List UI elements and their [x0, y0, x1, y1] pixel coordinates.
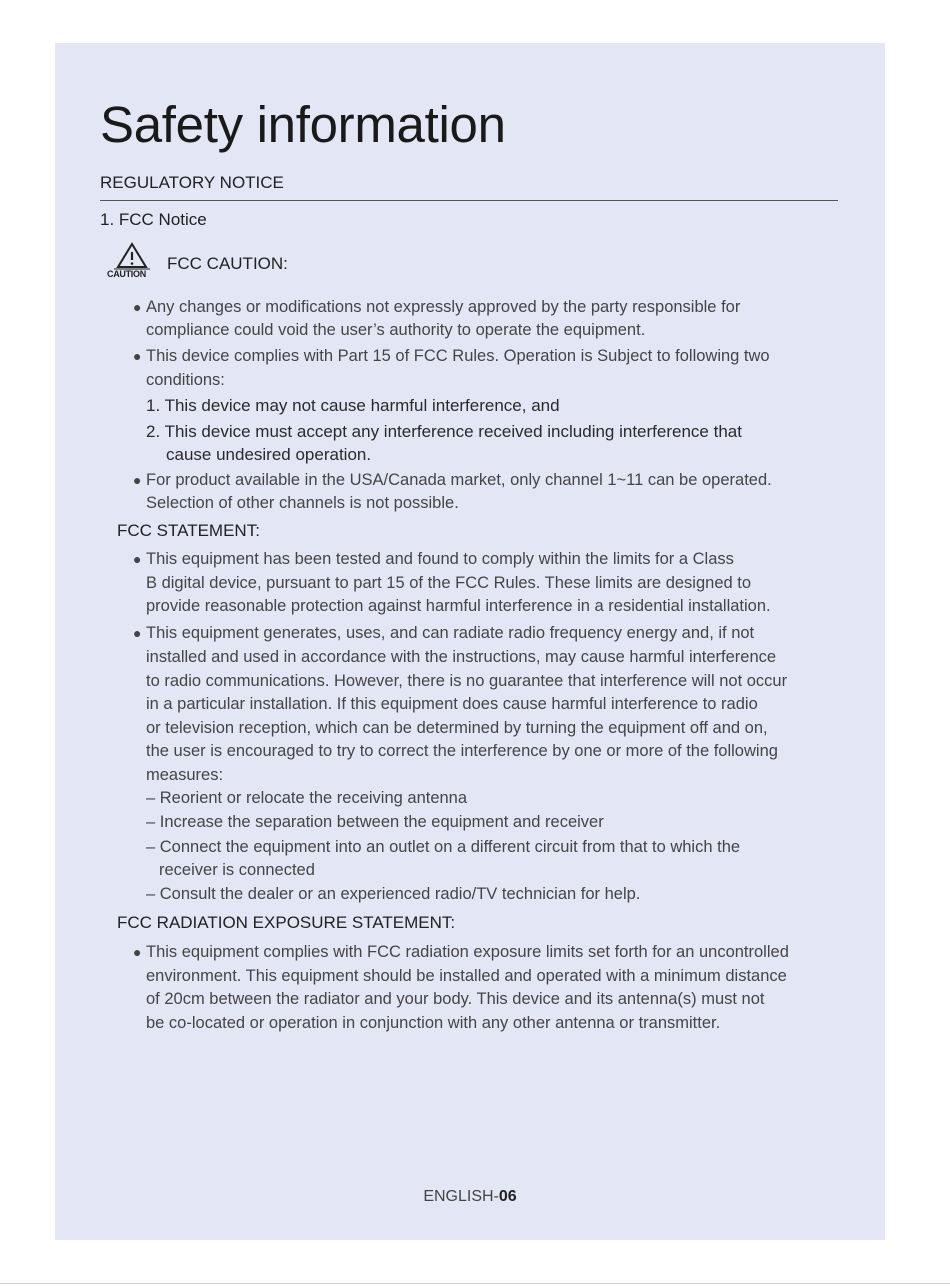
page-footer — [55, 1188, 885, 1206]
text-line: installed and used in accordance with the instructions, may cause harmful interference — [146, 648, 777, 666]
caution-title: FCC CAUTION: — [167, 254, 288, 273]
radiation-statement-heading: FCC RADIATION EXPOSURE STATEMENT: — [117, 913, 456, 932]
text-line: or television reception, which can be determined by turning the equipment off and on, — [146, 719, 768, 737]
text-line: the user is encouraged to try to correct the interference by one or more of the following — [146, 742, 778, 760]
page-number: 06 — [498, 1188, 517, 1205]
page-title: Safety information — [100, 96, 506, 153]
text-line: conditions: — [146, 371, 225, 389]
bullet-icon: ● — [133, 472, 142, 488]
text-line: This equipment generates, uses, and can radiate radio frequency energy and, if not — [146, 624, 755, 642]
text-line: compliance could void the user’s authority to operate the equipment. — [146, 321, 646, 339]
condition-line: 1. This device may not cause harmful interference, and — [146, 396, 560, 415]
measure-line: – Reorient or relocate the receiving antenna — [146, 789, 468, 807]
text-line: provide reasonable protection against harmful interference in a residential installation. — [146, 597, 771, 615]
section-heading: REGULATORY NOTICE — [100, 173, 284, 192]
text-line: Any changes or modifications not expressly approved by the party responsible for — [146, 298, 741, 316]
text-line: measures: — [146, 766, 224, 784]
bullet-icon: ● — [133, 944, 142, 960]
measure-line: receiver is connected — [159, 861, 315, 879]
text-line: This equipment has been tested and found to comply within the limits for a Class — [146, 550, 734, 568]
bottom-border — [0, 1283, 950, 1284]
bullet-icon: ● — [133, 551, 142, 567]
section-divider — [100, 200, 838, 201]
caution-icon — [107, 241, 157, 281]
condition-line: 2. This device must accept any interference received including interference that — [146, 422, 742, 441]
text-line: For product available in the USA/Canada market, only channel 1~11 can be operated. — [146, 471, 772, 489]
fcc-notice-heading: 1. FCC Notice — [100, 210, 207, 229]
caution-label: CAUTION — [107, 269, 146, 279]
bullet-icon: ● — [133, 625, 142, 641]
text-line: to radio communications. However, there is no guarantee that interference will not occur — [146, 672, 788, 690]
text-line: of 20cm between the radiator and your body. This device and its antenna(s) must not — [146, 990, 765, 1008]
text-line: This equipment complies with FCC radiation exposure limits set forth for an uncontrolled — [146, 943, 789, 961]
text-line: in a particular installation. If this equipment does cause harmful interference to radio — [146, 695, 758, 713]
bullet-icon: ● — [133, 299, 142, 315]
text-line: environment. This equipment should be installed and operated with a minimum distance — [146, 967, 787, 985]
text-line: be co-located or operation in conjunction with any other antenna or transmitter. — [146, 1014, 721, 1032]
manual-page — [55, 43, 885, 1240]
text-line: B digital device, pursuant to part 15 of the FCC Rules. These limits are designed to — [146, 574, 752, 592]
measure-line: – Increase the separation between the equipment and receiver — [146, 813, 604, 831]
measure-line: – Connect the equipment into an outlet on a different circuit from that to which the — [146, 838, 741, 856]
text-line: This device complies with Part 15 of FCC Rules. Operation is Subject to following two — [146, 347, 770, 365]
measure-line: – Consult the dealer or an experienced radio/TV technician for help. — [146, 885, 641, 903]
footer-language: ENGLISH- — [423, 1188, 499, 1205]
bullet-icon: ● — [133, 348, 142, 364]
condition-line: cause undesired operation. — [166, 445, 372, 464]
text-line: Selection of other channels is not possible. — [146, 494, 459, 512]
fcc-statement-heading: FCC STATEMENT: — [117, 521, 260, 540]
